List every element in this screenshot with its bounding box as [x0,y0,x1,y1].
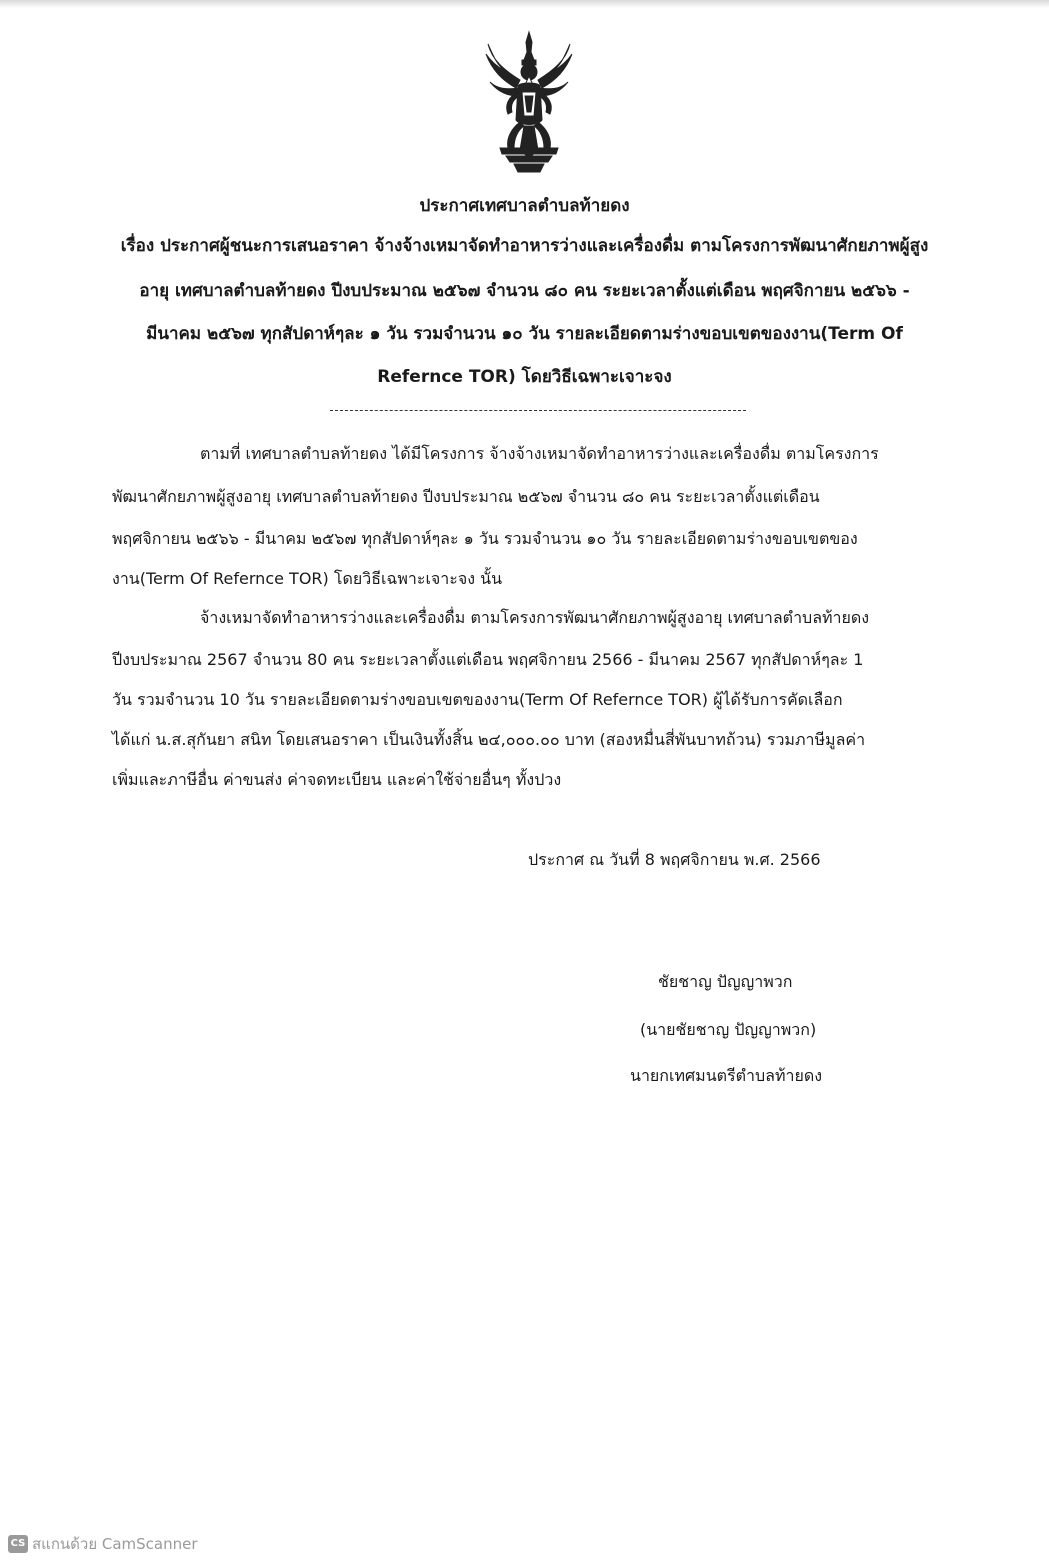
printed-name: (นายชัยชาญ ปัญญาพวก) [640,1020,817,1039]
scan-edge [0,0,1049,8]
announcement-title: ประกาศเทศบาลตำบลท้ายดง [419,196,630,216]
subject-line-3: มีนาคม ๒๕๖๗ ทุกสัปดาห์ๆละ ๑ วัน รวมจำนวน ๑๐ วัน รายละเอียดตามร่างขอบเขตของงาน(Term Of [146,324,903,344]
paragraph2-line-2: ปีงบประมาณ 2567 จำนวน 80 คน ระยะเวลาตั้งแต่เดือน พฤศจิกายน 2566 - มีนาคม 2567 ทุกสัปดาห์ๆละ 1 [112,650,864,669]
separator-line [330,410,746,411]
paragraph1-line-3: พฤศจิกายน ๒๕๖๖ - มีนาคม ๒๕๖๗ ทุกสัปดาห์ๆละ ๑ วัน รวมจำนวน ๑๐ วัน รายละเอียดตามร่างขอบเขตของ [112,529,858,548]
paragraph2-line-3: วัน รวมจำนวน 10 วัน รายละเอียดตามร่างขอบเขตของงาน(Term Of Refernce TOR) ผู้ได้รับการคัดเลือก [112,690,843,709]
paragraph1-line-4: งาน(Term Of Refernce TOR) โดยวิธีเฉพาะเจาะจง นั้น [112,569,503,588]
paragraph2-line-4: ได้แก่ น.ส.สุกันยา สนิท โดยเสนอราคา เป็นเงินทั้งสิ้น ๒๔,๐๐๐.๐๐ บาท (สองหมื่นสี่พันบาทถ้วน) รวมภาษีมูลค่า [112,730,866,749]
scanner-footer [8,1532,198,1556]
paragraph1-line-2: พัฒนาศักยภาพผู้สูงอายุ เทศบาลตำบลท้ายดง ปีงบประมาณ ๒๕๖๗ จำนวน ๘๐ คน ระยะเวลาตั้งแต่เดือน [112,487,820,506]
camscanner-logo-icon: CS [8,1535,28,1553]
signature-name: ชัยชาญ ปัญญาพวก [658,972,793,991]
scanner-label: สแกนด้วย CamScanner [32,1535,198,1553]
signatory-position: นายกเทศมนตรีตำบลท้ายดง [630,1066,823,1085]
paragraph2-line-5: เพิ่มและภาษีอื่น ค่าขนส่ง ค่าจดทะเบียน และค่าใช้จ่ายอื่นๆ ทั้งปวง [112,770,562,789]
garuda-emblem-icon [484,30,574,180]
subject-line-2: อายุ เทศบาลตำบลท้ายดง ปีงบประมาณ ๒๕๖๗ จำนวน ๘๐ คน ระยะเวลาตั้งแต่เดือน พฤศจิกายน ๒๕๖๖ - [139,281,910,301]
announcement-date: ประกาศ ณ วันที่ 8 พฤศจิกายน พ.ศ. 2566 [528,850,821,869]
paragraph2-line-1: จ้างเหมาจัดทำอาหารว่างและเครื่องดื่ม ตามโครงการพัฒนาศักยภาพผู้สูงอายุ เทศบาลตำบลท้ายดง [200,608,870,627]
subject-line-4: Refernce TOR) โดยวิธีเฉพาะเจาะจง [377,367,672,387]
paragraph1-line-1: ตามที่ เทศบาลตำบลท้ายดง ได้มีโครงการ จ้างจ้างเหมาจัดทำอาหารว่างและเครื่องดื่ม ตามโครงการ [200,444,879,463]
subject-line-1: เรื่อง ประกาศผู้ชนะการเสนอราคา จ้างจ้างเหมาจัดทำอาหารว่างและเครื่องดื่ม ตามโครงการพัฒนาศักยภาพผู้สูง [120,236,929,256]
